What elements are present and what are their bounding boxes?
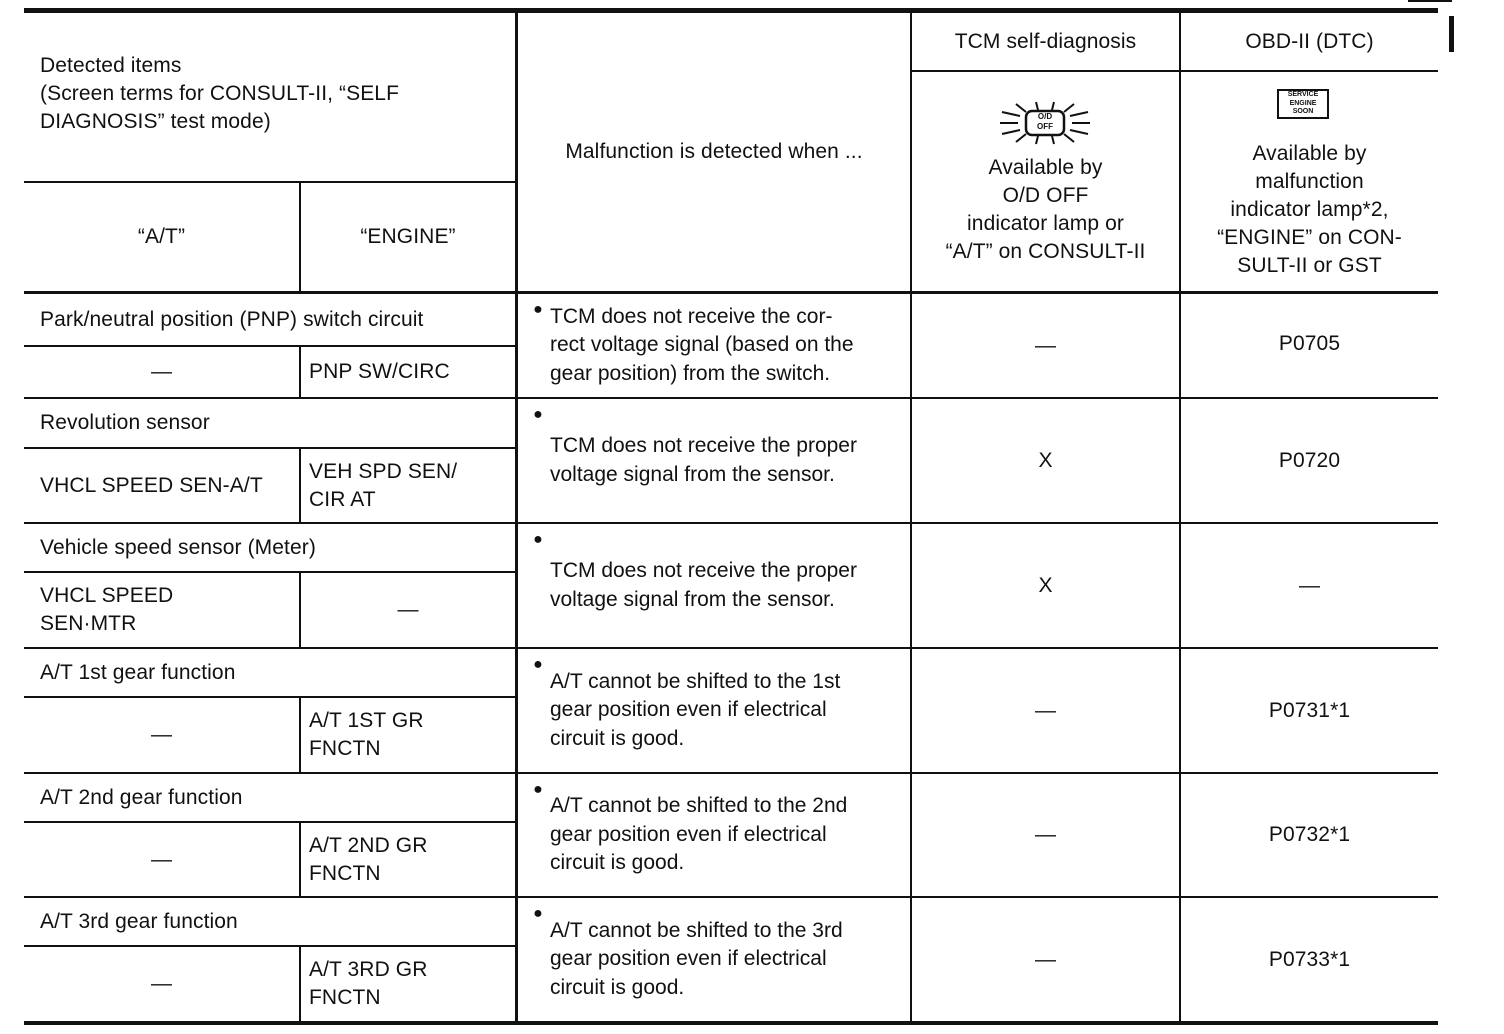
bullet-icon: ● (533, 531, 543, 548)
header-at-column: “A/T” (137, 225, 186, 248)
header-malfunction: Malfunction is detected when ... (565, 140, 863, 163)
row2-malfunction: ● TCM does not receive the proper voltage signal from the sensor. (518, 399, 910, 522)
od-off-lamp-icon (996, 100, 1094, 146)
bullet-icon: ● (533, 656, 543, 673)
bullet-icon: ● (533, 301, 543, 318)
row4-item: A/T 1st gear function (40, 660, 236, 684)
row6-item: A/T 3rd gear function (40, 909, 238, 933)
row3-at: VHCL SPEED SEN·MTR (40, 584, 174, 635)
header-engine-column: “ENGINE” (360, 225, 456, 248)
row4-at: — (150, 723, 173, 746)
row4-tcm: — (1034, 698, 1057, 722)
row3-engine: — (397, 598, 419, 621)
row6-at: — (150, 972, 173, 995)
row6-tcm: — (1034, 947, 1057, 971)
obd-availability-note: Available by malfunction indicator lamp*2, “ENGINE” on CON- SULT-II or GST (1217, 142, 1402, 277)
row5-dtc: P0732*1 (1268, 823, 1351, 846)
row6-malfunction: ● A/T cannot be shifted to the 3rd gear position even if electrical circuit is good. (518, 898, 910, 1021)
row1-dtc: P0705 (1278, 331, 1341, 355)
page-corner-mark (1408, 0, 1452, 6)
row3-tcm: X (1038, 573, 1053, 597)
header-tcm-divider (911, 70, 1438, 72)
row2-dtc: P0720 (1278, 448, 1341, 472)
row5-tcm: — (1034, 823, 1057, 846)
row6-dtc: P0733*1 (1268, 947, 1351, 971)
row2-at: VHCL SPEED SEN-A/T (40, 473, 263, 497)
row4-malfunction: ● A/T cannot be shifted to the 1st gear position even if electrical circuit is good. (518, 649, 910, 772)
row2-tcm: X (1038, 448, 1053, 472)
row3-dtc: — (1298, 573, 1321, 597)
header-obd-dtc: OBD-II (DTC) (1245, 29, 1374, 53)
row5-item: A/T 2nd gear function (40, 785, 243, 809)
header-detected-items: Detected items (Screen terms for CONSULT-II, “SELF DIAGNOSIS” test mode) (40, 54, 400, 133)
row1-malfunction: ● TCM does not receive the cor- rect voltage signal (based on the gear position) from the switch. (518, 294, 910, 397)
od-off-lamp-label: O/D OFF (1037, 112, 1053, 131)
row1-tcm: — (1034, 333, 1057, 357)
row4-dtc: P0731*1 (1268, 698, 1351, 722)
row1-engine: PNP SW/CIRC (309, 360, 450, 383)
service-engine-soon-label: SERVICE ENGINE SOON (1287, 91, 1319, 115)
bullet-icon: ● (533, 905, 543, 922)
row2-item: Revolution sensor (40, 411, 210, 434)
page-side-tab (1449, 16, 1454, 52)
row5-at: — (150, 847, 173, 871)
row5-engine: A/T 2ND GR FNCTN (309, 833, 428, 885)
row3-item: Vehicle speed sensor (Meter) (40, 535, 316, 559)
bullet-icon: ● (533, 781, 543, 798)
tcm-availability-note: Available by O/D OFF indicator lamp or “A/T” on CONSULT-II (945, 156, 1146, 263)
row1-item: Park/neutral position (PNP) switch circuit (40, 307, 424, 331)
row4-engine: A/T 1ST GR FNCTN (309, 709, 424, 760)
service-engine-soon-icon (1276, 88, 1330, 120)
row6-engine: A/T 3RD GR FNCTN (309, 958, 428, 1009)
row5-malfunction: ● A/T cannot be shifted to the 2nd gear position even if electrical circuit is good. (518, 774, 910, 896)
bullet-icon: ● (533, 406, 543, 423)
table-bottom-rule (24, 1021, 1438, 1025)
row1-at: — (150, 360, 173, 383)
row3-malfunction: ● TCM does not receive the proper voltage signal from the sensor. (518, 524, 910, 647)
row2-engine: VEH SPD SEN/ CIR AT (309, 459, 458, 511)
header-tcm-self-diagnosis: TCM self-diagnosis (954, 29, 1137, 53)
